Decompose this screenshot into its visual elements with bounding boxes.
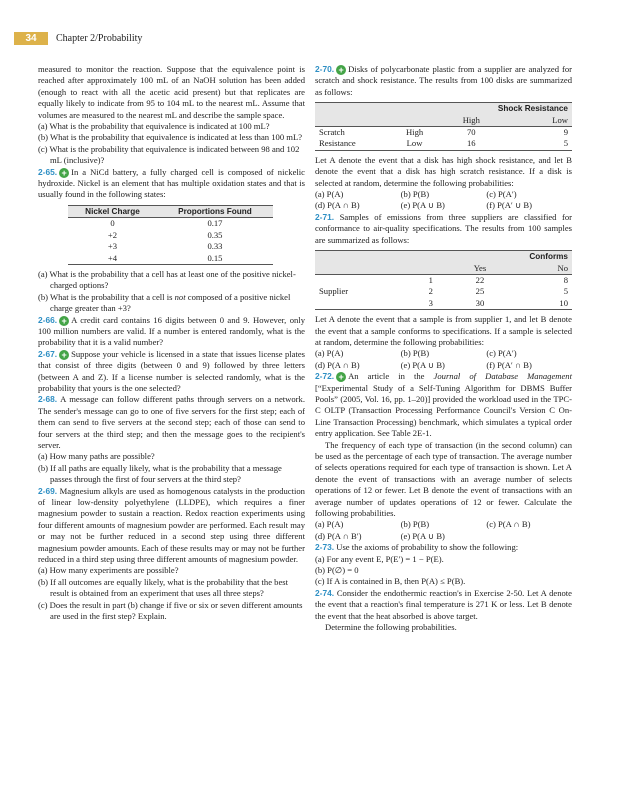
- options-row: (a) P(A) (b) P(B) (c) P(A ∩ B): [315, 519, 531, 530]
- table-cell: 30: [475, 297, 485, 308]
- part-a: (a) For any event E, P(E′) = 1 − P(E).: [315, 553, 444, 564]
- intro-part-b: (b) What is the probability that equivalence is indicated at less than 100 mL?: [38, 132, 303, 143]
- part-a: (a) How many paths are possible?: [38, 451, 155, 462]
- part-c: (c) If A is contained in B, then P(A) ≤ P(B).: [315, 576, 466, 587]
- plus-icon: +: [336, 65, 346, 75]
- part-b: (b) If all outcomes are equally likely, what is the probability that the best result is obtained from an experiment that uses all three steps?: [38, 576, 289, 599]
- exercise-number: 2-67.: [38, 348, 58, 359]
- table-cell: +3: [107, 241, 118, 252]
- part-b: (b) What is the probability that a cell is not composed of a positive nickel charge greater than +3?: [38, 291, 291, 314]
- table-cell: +2: [107, 229, 118, 240]
- table-group-header: Conforms: [529, 252, 568, 262]
- table-cell: 3: [428, 297, 433, 308]
- exercise-2-71: 2-71. Samples of emissions from three suppliers are classified for conformance to air-quality specifications. The results from 100 samples are summarized as follows:: [315, 211, 572, 245]
- plus-icon: +: [336, 372, 346, 382]
- exercise-number: 2-65.: [38, 166, 58, 177]
- exercise-number: 2-71.: [315, 211, 335, 222]
- options-row: (a) P(A) (b) P(B) (c) P(A′): [315, 189, 517, 200]
- right-column: [315, 64, 572, 634]
- part-c: (c) Does the result in part (b) change if five or six or seven different amounts are used in the first step? Explain.: [38, 599, 303, 622]
- exercise-2-67: 2-67. + Suppose your vehicle is licensed in a state that issues license plates that consist of three digits (between 0 and 9) followed by three letters (between A and Z). If a license number is selected randomly, what is the probability that yours is the one selected?: [38, 348, 305, 393]
- exercise-2-70: 2-70. + Disks of polycarbonate plastic from a supplier are analyzed for scratch and shock resistance. The results from 100 disks are summarized as follows:: [315, 64, 572, 97]
- table-cell: 8: [563, 274, 568, 285]
- exercise-number: 2-69.: [38, 485, 58, 496]
- table-cell: 2: [428, 286, 433, 297]
- intro-part-c: (c) What is the probability that equivalence is indicated between 98 and 102 mL (inclusive)?: [38, 143, 300, 166]
- table-cell: 1: [428, 274, 433, 285]
- exercise-number: 2-73.: [315, 542, 335, 553]
- table-cell: 5: [563, 286, 568, 297]
- plus-icon: +: [59, 316, 69, 326]
- supplier-table: [315, 250, 572, 310]
- disk-table: [315, 102, 572, 151]
- table-cell: Low: [406, 138, 423, 149]
- intro-part-a: (a) What is the probability that equivalence is indicated at 100 mL?: [38, 121, 270, 132]
- exercise-2-74: 2-74. Consider the endothermic reaction's in Exercise 2-50. Let A denote the event that a reaction's final temperature is 271 K or less. Let B denote the event that the heat absorbed is above target.: [315, 587, 573, 621]
- exercise-number: 2-72.: [315, 371, 335, 382]
- exercise-number: 2-66.: [38, 314, 58, 325]
- plus-icon: +: [59, 350, 69, 360]
- options-row: (d) P(A ∩ B′) (e) P(A ∪ B): [315, 530, 445, 541]
- table-row-label: Supplier: [319, 286, 349, 297]
- plus-icon: +: [59, 168, 69, 178]
- table-cell: 5: [563, 138, 568, 149]
- nickel-table: [68, 205, 273, 265]
- options-row: (d) P(A ∩ B) (e) P(A ∪ B) (f) P(A′ ∪ B): [315, 200, 532, 211]
- exercise-number: 2-74.: [315, 587, 335, 598]
- exercise-2-73: 2-73. Use the axioms of probability to show the following:: [315, 542, 519, 553]
- options-row: (a) P(A) (b) P(B) (c) P(A′): [315, 348, 517, 359]
- intro-text: measured to monitor the reaction. Suppose that the equivalence point is reached after approximately 100 mL of an NaOH solution has been added (enough to react with all the acetic acid present) but that replicates are equally likely to indicate from 95 to 104 mL to the nearest mL. Assume that volumes are measured to the nearest mL and describe the sample space.: [38, 64, 305, 120]
- table-cell: 0.33: [207, 241, 223, 252]
- table-cell: 16: [466, 138, 476, 149]
- table-cell: +4: [107, 252, 118, 263]
- exercise-text: In a NiCd battery, a fully charged cell is composed of nickelic hydroxide. Nickel is an element that has multiple oxidation states and that is usually found in the following states:: [38, 166, 305, 200]
- part-a: (a) What is the probability that a cell has at least one of the positive nickel-charged options?: [38, 268, 296, 291]
- left-column: [38, 64, 305, 623]
- chapter-title: Chapter 2/Probability: [56, 33, 143, 44]
- table-cell: 70: [466, 127, 476, 138]
- exercise-text: Determine the following probabilities.: [325, 622, 457, 633]
- table-group-header: Shock Resistance: [497, 104, 568, 114]
- exercise-text: The frequency of each type of transaction (in the second column) can be used as the percentage of each type of transaction. The average number of selects operations required for each type of transaction is shown. Let A denote the event of transactions with an average number of selects operations of 12 or fewer. Let B denote the event of transactions with an average number of updates operations of 12 or fewer. Calculate the following probabilities.: [315, 439, 572, 519]
- table-header: Nickel Charge: [85, 206, 140, 216]
- table-cell: High: [405, 127, 424, 138]
- exercise-2-68: 2-68. A message can follow different paths through servers on a network. The sender's message can go to one of five servers for the first step; each of them can send to five servers at the second step; each of those can send to four servers at the third step; and then the message goes to the recipient's server.: [38, 394, 305, 450]
- part-b: (b) P(∅) = 0: [315, 565, 359, 576]
- exercise-number: 2-68.: [38, 394, 58, 405]
- table-cell: 25: [475, 286, 485, 297]
- table-cell: 0.15: [207, 252, 223, 263]
- table-cell: 10: [559, 297, 568, 308]
- options-row: (d) P(A ∩ B) (e) P(A ∪ B) (f) P(A′ ∩ B): [315, 359, 532, 370]
- exercise-2-72: 2-72. + An article in the Journal of Database Management [“Experimental Study of a Self-Tuning Algorithm for DBMS Buffer Pools” (2005, Vol. 16, pp. 1–20)] provided the workload used in the TPC-C OLTP (Transaction Processing Performance Council's Version C On-Line Transaction Processing) benchmark, which simulates a typical order entry application. See Table 2E-1.: [315, 371, 572, 439]
- page-number: 34: [14, 32, 48, 45]
- table-cell: Resistance: [319, 138, 356, 149]
- table-cell: 0.17: [207, 218, 223, 229]
- exercise-2-66: 2-66. + A credit card contains 16 digits between 0 and 9. However, only 100 million numbers are valid. If a number is entered randomly, what is the probability that it is a valid number?: [38, 314, 305, 348]
- table-cell: 0.35: [207, 229, 223, 240]
- table-cell: 9: [563, 127, 568, 138]
- part-b: (b) If all paths are equally likely, what is the probability that a message passes through the first of four servers at the third step?: [38, 462, 282, 485]
- table-header: No: [557, 262, 568, 273]
- part-a: (a) How many experiments are possible?: [38, 565, 179, 576]
- exercise-2-65: [38, 167, 305, 201]
- table-cell: Scratch: [319, 127, 345, 138]
- table-cell: 22: [475, 274, 485, 285]
- table-header: High: [462, 114, 480, 125]
- exercise-2-69: 2-69. Magnesium alkyls are used as homogenous catalysts in the production of linear low-density polyethylene (LLDPE), which requires a finer magnesium powder to sustain a reaction. Redox reaction experiments using four different amounts of magnesium powder are performed. Each result may or may not be further reduced in a second step using three different magnesium powder amounts. Each of these results may or may not be further reduced in a third step using three different amounts of magnesium powder.: [38, 485, 305, 565]
- table-header: Yes: [473, 262, 487, 273]
- exercise-text: Let A denote the event that a sample is from supplier 1, and let B denote the event that a sample conforms to specifications. If a sample is selected at random, determine the following probabilities:: [315, 314, 572, 347]
- table-cell: 0: [110, 218, 115, 229]
- exercise-text: Let A denote the event that a disk has high shock resistance, and let B denote the event that a disk has high scratch resistance. If a disk is selected at random, determine the following probabilities:: [315, 154, 572, 188]
- exercise-number: 2-70.: [315, 64, 335, 74]
- table-header: Proportions Found: [178, 206, 252, 216]
- table-header: Low: [552, 114, 568, 125]
